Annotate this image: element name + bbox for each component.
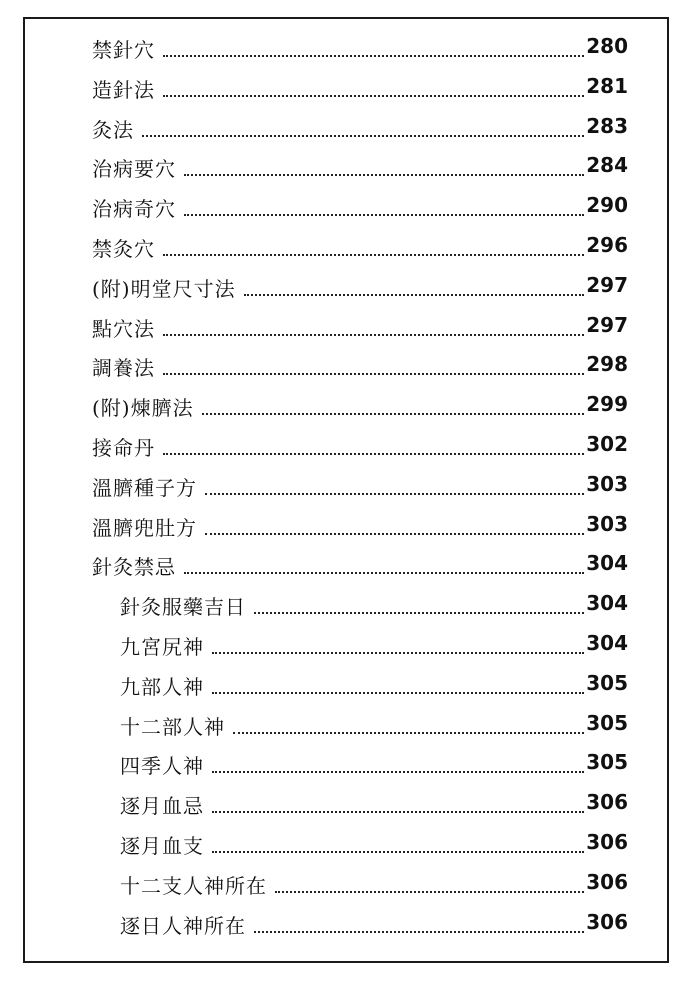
page-number: 281 xyxy=(586,73,628,98)
dot-leader xyxy=(233,732,584,734)
entry-title: 禁針穴 xyxy=(92,38,155,62)
dot-leader xyxy=(184,214,584,216)
entry-title: 逐月血支 xyxy=(120,834,204,858)
dot-leader xyxy=(142,135,584,137)
dot-leader xyxy=(212,692,584,694)
dot-leader xyxy=(184,174,584,176)
entry-title: 四季人神 xyxy=(120,754,204,779)
toc-entry-5[interactable] xyxy=(92,231,628,261)
dot-leader xyxy=(163,334,584,336)
entry-title: (附)明堂尺寸法 xyxy=(92,276,236,301)
entry-title: 造針法 xyxy=(92,77,155,102)
toc-entry-10[interactable] xyxy=(92,430,628,460)
dot-leader xyxy=(254,612,584,614)
page-number: 305 xyxy=(586,710,628,735)
page-number: 304 xyxy=(586,591,628,616)
page-number: 306 xyxy=(586,830,628,854)
toc-entry-12[interactable] xyxy=(92,510,628,540)
toc-subentry-16[interactable] xyxy=(120,669,628,699)
dot-leader xyxy=(212,771,584,773)
entry-title: 逐日人神所在 xyxy=(120,913,246,938)
page-number: 305 xyxy=(586,750,628,775)
toc-entry-8[interactable] xyxy=(92,350,628,380)
toc-entry-2[interactable] xyxy=(92,112,628,142)
dot-leader xyxy=(163,453,584,455)
toc-entry-0[interactable] xyxy=(92,32,628,62)
dot-leader xyxy=(212,811,584,813)
toc-subentry-15[interactable] xyxy=(120,629,628,659)
dot-leader xyxy=(205,533,584,535)
page-number: 296 xyxy=(586,233,628,257)
dot-leader xyxy=(212,851,584,853)
dot-leader xyxy=(212,652,584,654)
toc-entry-4[interactable] xyxy=(92,191,628,221)
toc-entry-3[interactable] xyxy=(92,151,628,181)
dot-leader xyxy=(163,95,584,97)
toc-entry-11[interactable] xyxy=(92,470,628,500)
toc-subentry-17[interactable] xyxy=(120,709,628,739)
toc-entry-1[interactable] xyxy=(92,72,628,102)
page-number: 297 xyxy=(586,272,628,297)
dot-leader xyxy=(163,373,584,375)
toc-subentry-22[interactable] xyxy=(120,908,628,938)
toc-entry-6[interactable] xyxy=(92,271,628,301)
page-number: 298 xyxy=(586,352,628,377)
dot-leader xyxy=(184,572,584,574)
entry-title: 調養法 xyxy=(92,356,155,381)
entry-title: 溫臍兜肚方 xyxy=(92,515,197,540)
dot-leader xyxy=(163,55,584,57)
page-number: 290 xyxy=(586,193,628,218)
page-number: 306 xyxy=(586,869,628,894)
page-number: 304 xyxy=(586,551,628,576)
entry-title: 接命丹 xyxy=(92,436,155,460)
entry-title: 治病要穴 xyxy=(92,157,176,182)
entry-title: 點穴法 xyxy=(92,316,155,341)
toc-subentry-18[interactable] xyxy=(120,748,628,778)
entry-title: 治病奇穴 xyxy=(92,197,176,222)
toc-entry-7[interactable] xyxy=(92,311,628,341)
page-number: 304 xyxy=(586,631,628,655)
page-number: 306 xyxy=(586,790,628,815)
entry-title: 十二支人神所在 xyxy=(120,873,267,898)
page-number: 284 xyxy=(586,153,628,178)
dot-leader xyxy=(244,294,585,296)
entry-title: 針灸禁忌 xyxy=(92,555,176,580)
page-number: 303 xyxy=(586,471,628,496)
toc-subentry-19[interactable] xyxy=(120,788,628,818)
page-number: 306 xyxy=(586,909,628,934)
entry-title: 九部人神 xyxy=(120,674,204,699)
page-number: 305 xyxy=(586,670,628,695)
toc-subentry-21[interactable] xyxy=(120,868,628,898)
dot-leader xyxy=(275,891,584,893)
toc-entry-13[interactable] xyxy=(92,549,628,579)
toc-entry-9[interactable] xyxy=(92,390,628,420)
entry-title: 溫臍種子方 xyxy=(92,475,197,500)
page-number: 280 xyxy=(586,34,628,58)
page-number: 299 xyxy=(586,392,628,417)
page-number: 297 xyxy=(586,312,628,337)
page-number: 283 xyxy=(586,113,628,138)
dot-leader xyxy=(254,931,584,933)
page-number: 303 xyxy=(586,511,628,536)
toc-subentry-14[interactable] xyxy=(120,589,628,619)
entry-title: 針灸服藥吉日 xyxy=(120,595,246,620)
entry-title: 灸法 xyxy=(92,117,134,142)
entry-title: 十二部人神 xyxy=(120,714,225,739)
toc-subentry-20[interactable] xyxy=(120,828,628,858)
entry-title: 禁灸穴 xyxy=(92,237,155,261)
entry-title: (附)煉臍法 xyxy=(92,396,194,421)
dot-leader xyxy=(163,254,584,256)
dot-leader xyxy=(205,493,584,495)
dot-leader xyxy=(202,413,585,415)
entry-title: 逐月血忌 xyxy=(120,794,204,819)
entry-title: 九宮尻神 xyxy=(120,635,204,659)
page-number: 302 xyxy=(586,432,628,456)
